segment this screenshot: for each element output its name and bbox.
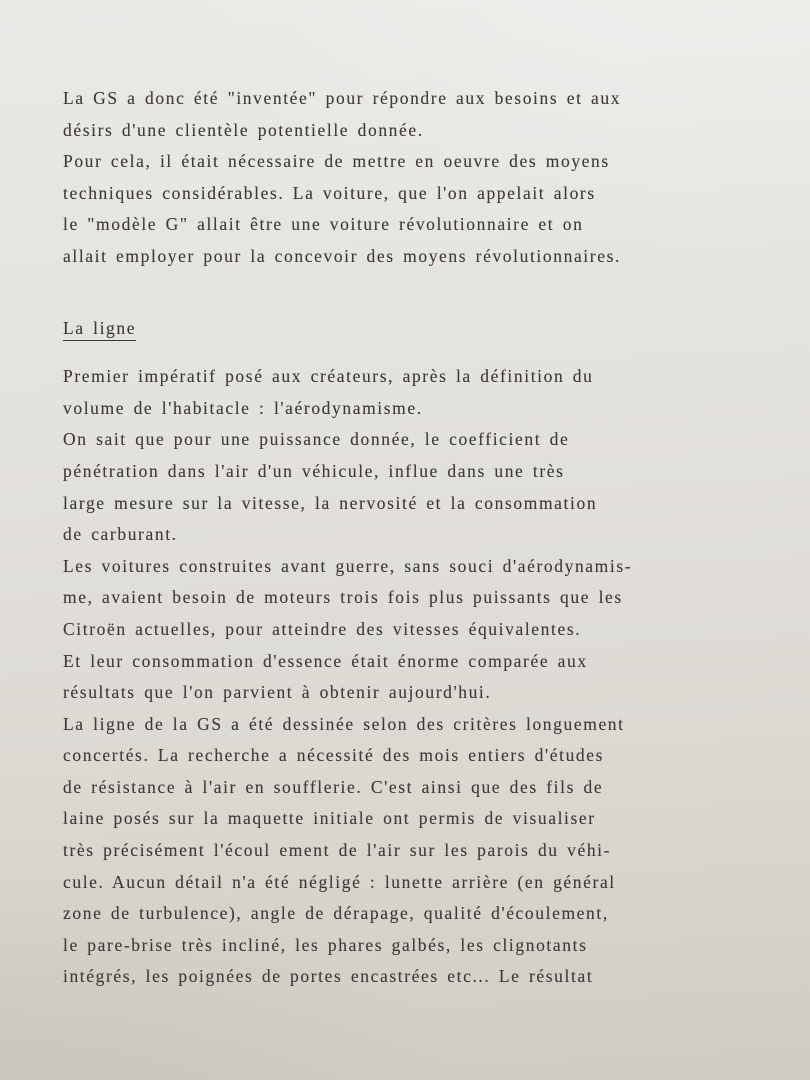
section-heading (63, 313, 770, 345)
text-line: Premier impératif posé aux créateurs, après la définition du (63, 366, 594, 387)
document-text (63, 83, 770, 993)
text-line: le "modèle G" allait être une voiture révolutionnaire et on (63, 214, 584, 235)
text-line: me, avaient besoin de moteurs trois fois plus puissants que les (63, 587, 623, 608)
text-line: volume de l'habitacle : l'aérodynamisme. (63, 397, 423, 418)
text-line: zone de turbulence), angle de dérapage, qualité d'écoulement, (63, 903, 609, 924)
text-line: Et leur consommation d'essence était énorme comparée aux (63, 650, 588, 671)
text-line: techniques considérables. La voiture, que l'on appelait alors (63, 182, 596, 203)
text-line: de résistance à l'air en soufflerie. C'est ainsi que des fils de (63, 776, 604, 797)
text-line: On sait que pour une puissance donnée, le coefficient de (63, 429, 570, 450)
text-line: La GS a donc été "inventée" pour répondre aux besoins et aux (63, 88, 622, 108)
text-line: concertés. La recherche a nécessité des mois entiers d'études (63, 745, 605, 766)
text-line: pénétration dans l'air d'un véhicule, influe dans une très (63, 460, 565, 481)
text-line: allait employer pour la concevoir des moyens révolutionnaires. (63, 245, 621, 266)
text-line: laine posés sur la maquette initiale ont permis de visualiser (63, 808, 596, 829)
text-line: intégrés, les poignées de portes encastrées etc... Le résultat (63, 966, 594, 987)
text-line: désirs d'une clientèle potentielle donnée. (63, 119, 424, 140)
text-line: très précisément l'écoul ement de l'air sur les parois du véhi- (63, 840, 612, 861)
text-line: de carburant. (63, 524, 178, 545)
text-line: Citroën actuelles, pour atteindre des vitesses équivalentes. (63, 618, 582, 639)
text-line: Pour cela, il était nécessaire de mettre en oeuvre des moyens (63, 151, 610, 172)
text-line: large mesure sur la vitesse, la nervosité et la consommation (63, 492, 598, 513)
text-line: Les voitures construites avant guerre, sans souci d'aérodynamis- (63, 555, 633, 576)
section-heading-text: La ligne (63, 318, 136, 341)
text-line: La ligne de la GS a été dessinée selon des critères longuement (63, 713, 625, 734)
text-line: cule. Aucun détail n'a été négligé : lunette arrière (en général (63, 871, 616, 892)
text-line: le pare-brise très incliné, les phares galbés, les clignotants (63, 934, 588, 955)
text-line: résultats que l'on parvient à obtenir aujourd'hui. (63, 682, 492, 703)
